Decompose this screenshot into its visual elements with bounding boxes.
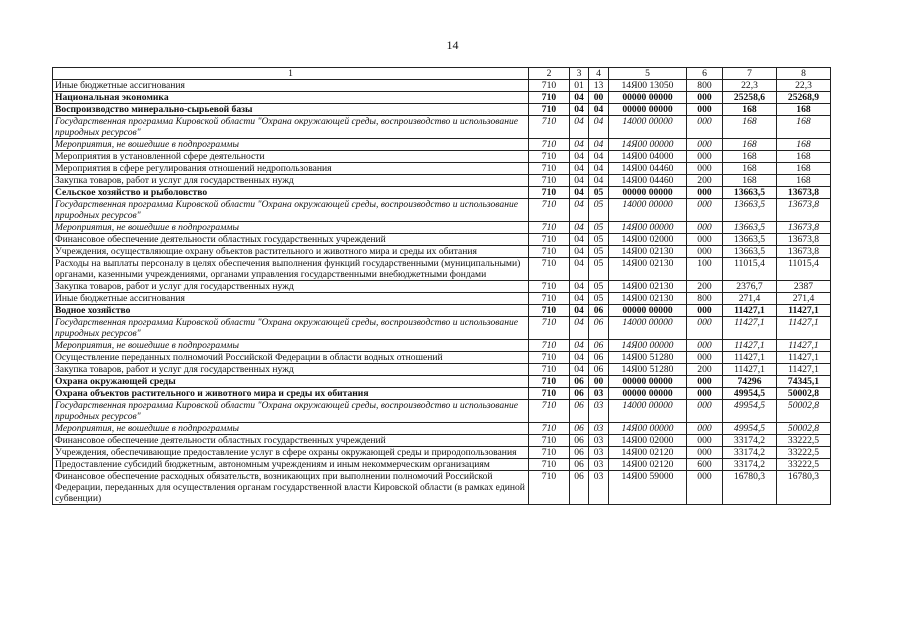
row-name-cell: Финансовое обеспечение деятельности областных государственных учреждений	[53, 234, 529, 246]
amount-year1-cell: 25258,6	[723, 92, 777, 104]
section-code-cell: 04	[570, 222, 589, 234]
subsection-code-cell: 03	[589, 423, 609, 435]
table-row	[53, 222, 831, 234]
subsection-code-cell: 03	[589, 459, 609, 471]
expense-type-cell: 000	[687, 447, 723, 459]
amount-year2-cell: 168	[777, 116, 831, 139]
row-name-cell: Учреждения, обеспечивающие предоставление услуг в сфере охраны окружающей среды и природопользования	[53, 447, 529, 459]
ministry-code-cell: 710	[529, 199, 570, 222]
amount-year1-cell: 11427,1	[723, 364, 777, 376]
amount-year2-cell: 16780,3	[777, 471, 831, 505]
row-name-cell: Охрана окружающей среды	[53, 376, 529, 388]
table-row	[53, 376, 831, 388]
target-article-cell: 14Я00 02130	[609, 246, 687, 258]
row-name-cell: Охрана объектов растительного и животного мира и среды их обитания	[53, 388, 529, 400]
amount-year1-cell: 33174,2	[723, 459, 777, 471]
expense-type-cell: 000	[687, 305, 723, 317]
amount-year1-cell: 271,4	[723, 293, 777, 305]
section-code-cell: 06	[570, 471, 589, 505]
amount-year1-cell: 168	[723, 175, 777, 187]
amount-year1-cell: 11427,1	[723, 317, 777, 340]
section-code-cell: 04	[570, 234, 589, 246]
row-name-cell: Государственная программа Кировской области "Охрана окружающей среды, воспроизводство и использование природных ресурсов"	[53, 317, 529, 340]
page-number: 14	[446, 38, 459, 52]
amount-year1-cell: 168	[723, 163, 777, 175]
ministry-code-cell: 710	[529, 388, 570, 400]
expense-type-cell: 800	[687, 293, 723, 305]
expense-type-cell: 000	[687, 199, 723, 222]
subsection-code-cell: 06	[589, 352, 609, 364]
column-header: 5	[609, 68, 687, 80]
amount-year2-cell: 33222,5	[777, 459, 831, 471]
amount-year1-cell: 49954,5	[723, 423, 777, 435]
section-code-cell: 04	[570, 293, 589, 305]
subsection-code-cell: 03	[589, 447, 609, 459]
table-row	[53, 340, 831, 352]
section-code-cell: 04	[570, 151, 589, 163]
table-header-row	[53, 68, 831, 80]
table-row	[53, 293, 831, 305]
amount-year1-cell: 2376,7	[723, 281, 777, 293]
section-code-cell: 04	[570, 92, 589, 104]
subsection-code-cell: 06	[589, 305, 609, 317]
expense-type-cell: 000	[687, 151, 723, 163]
column-header: 4	[589, 68, 609, 80]
amount-year2-cell: 13673,8	[777, 199, 831, 222]
amount-year1-cell: 11015,4	[723, 258, 777, 281]
expense-type-cell: 800	[687, 80, 723, 92]
ministry-code-cell: 710	[529, 163, 570, 175]
amount-year1-cell: 13663,5	[723, 246, 777, 258]
table-row	[53, 281, 831, 293]
table-row	[53, 471, 831, 505]
amount-year2-cell: 271,4	[777, 293, 831, 305]
amount-year1-cell: 22,3	[723, 80, 777, 92]
subsection-code-cell: 04	[589, 163, 609, 175]
target-article-cell: 14Я00 04460	[609, 175, 687, 187]
ministry-code-cell: 710	[529, 459, 570, 471]
table-row	[53, 234, 831, 246]
amount-year1-cell: 168	[723, 116, 777, 139]
target-article-cell: 14Я00 51280	[609, 364, 687, 376]
target-article-cell: 14Я00 00000	[609, 340, 687, 352]
table-row	[53, 199, 831, 222]
ministry-code-cell: 710	[529, 317, 570, 340]
section-code-cell: 04	[570, 187, 589, 199]
subsection-code-cell: 03	[589, 435, 609, 447]
table-row	[53, 92, 831, 104]
amount-year2-cell: 50002,8	[777, 388, 831, 400]
subsection-code-cell: 03	[589, 471, 609, 505]
row-name-cell: Государственная программа Кировской области "Охрана окружающей среды, воспроизводство и использование природных ресурсов"	[53, 199, 529, 222]
amount-year1-cell: 16780,3	[723, 471, 777, 505]
ministry-code-cell: 710	[529, 175, 570, 187]
section-code-cell: 04	[570, 139, 589, 151]
table-row	[53, 80, 831, 92]
ministry-code-cell: 710	[529, 376, 570, 388]
subsection-code-cell: 04	[589, 104, 609, 116]
subsection-code-cell: 05	[589, 293, 609, 305]
amount-year2-cell: 168	[777, 163, 831, 175]
ministry-code-cell: 710	[529, 104, 570, 116]
expense-type-cell: 000	[687, 139, 723, 151]
target-article-cell: 14Я00 13050	[609, 80, 687, 92]
section-code-cell: 04	[570, 317, 589, 340]
section-code-cell: 04	[570, 340, 589, 352]
column-header: 6	[687, 68, 723, 80]
table-row	[53, 139, 831, 151]
expense-type-cell: 000	[687, 400, 723, 423]
section-code-cell: 04	[570, 175, 589, 187]
target-article-cell: 14Я00 51280	[609, 352, 687, 364]
target-article-cell: 14Я00 00000	[609, 139, 687, 151]
amount-year1-cell: 13663,5	[723, 222, 777, 234]
target-article-cell: 14Я00 02130	[609, 258, 687, 281]
section-code-cell: 04	[570, 199, 589, 222]
amount-year2-cell: 13673,8	[777, 222, 831, 234]
section-code-cell: 01	[570, 80, 589, 92]
amount-year1-cell: 13663,5	[723, 199, 777, 222]
amount-year1-cell: 13663,5	[723, 234, 777, 246]
subsection-code-cell: 13	[589, 80, 609, 92]
row-name-cell: Финансовое обеспечение деятельности областных государственных учреждений	[53, 435, 529, 447]
row-name-cell: Закупка товаров, работ и услуг для государственных нужд	[53, 281, 529, 293]
amount-year2-cell: 168	[777, 175, 831, 187]
column-header: 1	[53, 68, 529, 80]
amount-year1-cell: 33174,2	[723, 447, 777, 459]
amount-year1-cell: 11427,1	[723, 340, 777, 352]
subsection-code-cell: 05	[589, 281, 609, 293]
expense-type-cell: 000	[687, 222, 723, 234]
row-name-cell: Иные бюджетные ассигнования	[53, 293, 529, 305]
subsection-code-cell: 00	[589, 92, 609, 104]
target-article-cell: 00000 00000	[609, 388, 687, 400]
table-row	[53, 305, 831, 317]
column-header: 3	[570, 68, 589, 80]
table-row	[53, 364, 831, 376]
table-row	[53, 400, 831, 423]
subsection-code-cell: 05	[589, 246, 609, 258]
row-name-cell: Водное хозяйство	[53, 305, 529, 317]
table-row	[53, 151, 831, 163]
table-row	[53, 352, 831, 364]
subsection-code-cell: 05	[589, 234, 609, 246]
amount-year2-cell: 2387	[777, 281, 831, 293]
target-article-cell: 00000 00000	[609, 376, 687, 388]
target-article-cell: 14Я00 02000	[609, 435, 687, 447]
ministry-code-cell: 710	[529, 400, 570, 423]
subsection-code-cell: 06	[589, 317, 609, 340]
subsection-code-cell: 05	[589, 222, 609, 234]
ministry-code-cell: 710	[529, 471, 570, 505]
ministry-code-cell: 710	[529, 435, 570, 447]
ministry-code-cell: 710	[529, 447, 570, 459]
row-name-cell: Мероприятия, не вошедшие в подпрограммы	[53, 139, 529, 151]
ministry-code-cell: 710	[529, 246, 570, 258]
row-name-cell: Предоставление субсидий бюджетным, автономным учреждениям и иным некоммерческим организациям	[53, 459, 529, 471]
row-name-cell: Расходы на выплаты персоналу в целях обеспечения выполнения функций государственными (муниципальными) органами, казенными учреждениями, органами управления государственными внебюджетными фондами	[53, 258, 529, 281]
amount-year1-cell: 168	[723, 139, 777, 151]
table-row	[53, 423, 831, 435]
table-row	[53, 187, 831, 199]
row-name-cell: Сельское хозяйство и рыболовство	[53, 187, 529, 199]
ministry-code-cell: 710	[529, 305, 570, 317]
target-article-cell: 14Я00 04460	[609, 163, 687, 175]
row-name-cell: Осуществление переданных полномочий Российской Федерации в области водных отношений	[53, 352, 529, 364]
ministry-code-cell: 710	[529, 281, 570, 293]
row-name-cell: Мероприятия, не вошедшие в подпрограммы	[53, 222, 529, 234]
amount-year1-cell: 13663,5	[723, 187, 777, 199]
amount-year2-cell: 50002,8	[777, 423, 831, 435]
amount-year2-cell: 25268,9	[777, 92, 831, 104]
subsection-code-cell: 05	[589, 187, 609, 199]
expense-type-cell: 000	[687, 116, 723, 139]
table-row	[53, 104, 831, 116]
target-article-cell: 14Я00 59000	[609, 471, 687, 505]
ministry-code-cell: 710	[529, 80, 570, 92]
table-row	[53, 447, 831, 459]
row-name-cell: Мероприятия, не вошедшие в подпрограммы	[53, 423, 529, 435]
amount-year2-cell: 33222,5	[777, 447, 831, 459]
amount-year2-cell: 11015,4	[777, 258, 831, 281]
section-code-cell: 06	[570, 459, 589, 471]
row-name-cell: Государственная программа Кировской области "Охрана окружающей среды, воспроизводство и использование природных ресурсов"	[53, 400, 529, 423]
table-row	[53, 317, 831, 340]
amount-year1-cell: 74296	[723, 376, 777, 388]
target-article-cell: 14000 00000	[609, 400, 687, 423]
table-row	[53, 246, 831, 258]
amount-year2-cell: 74345,1	[777, 376, 831, 388]
table-row	[53, 388, 831, 400]
subsection-code-cell: 05	[589, 258, 609, 281]
subsection-code-cell: 05	[589, 199, 609, 222]
budget-table	[52, 67, 831, 505]
amount-year2-cell: 13673,8	[777, 187, 831, 199]
section-code-cell: 04	[570, 104, 589, 116]
target-article-cell: 14Я00 00000	[609, 222, 687, 234]
section-code-cell: 06	[570, 388, 589, 400]
section-code-cell: 04	[570, 163, 589, 175]
target-article-cell: 14000 00000	[609, 317, 687, 340]
expense-type-cell: 000	[687, 163, 723, 175]
ministry-code-cell: 710	[529, 352, 570, 364]
section-code-cell: 04	[570, 246, 589, 258]
expense-type-cell: 200	[687, 175, 723, 187]
section-code-cell: 04	[570, 364, 589, 376]
section-code-cell: 04	[570, 116, 589, 139]
expense-type-cell: 100	[687, 258, 723, 281]
expense-type-cell: 000	[687, 435, 723, 447]
expense-type-cell: 000	[687, 376, 723, 388]
target-article-cell: 14000 00000	[609, 116, 687, 139]
ministry-code-cell: 710	[529, 151, 570, 163]
amount-year1-cell: 33174,2	[723, 435, 777, 447]
section-code-cell: 04	[570, 281, 589, 293]
subsection-code-cell: 06	[589, 340, 609, 352]
row-name-cell: Закупка товаров, работ и услуг для государственных нужд	[53, 364, 529, 376]
amount-year2-cell: 168	[777, 104, 831, 116]
target-article-cell: 14000 00000	[609, 199, 687, 222]
subsection-code-cell: 04	[589, 151, 609, 163]
section-code-cell: 04	[570, 305, 589, 317]
section-code-cell: 04	[570, 258, 589, 281]
row-name-cell: Государственная программа Кировской области "Охрана окружающей среды, воспроизводство и использование природных ресурсов"	[53, 116, 529, 139]
ministry-code-cell: 710	[529, 139, 570, 151]
amount-year2-cell: 22,3	[777, 80, 831, 92]
column-header: 8	[777, 68, 831, 80]
ministry-code-cell: 710	[529, 258, 570, 281]
amount-year1-cell: 168	[723, 151, 777, 163]
amount-year1-cell: 49954,5	[723, 400, 777, 423]
subsection-code-cell: 04	[589, 139, 609, 151]
target-article-cell: 14Я00 02000	[609, 234, 687, 246]
target-article-cell: 14Я00 04000	[609, 151, 687, 163]
target-article-cell: 14Я00 02130	[609, 281, 687, 293]
expense-type-cell: 000	[687, 471, 723, 505]
ministry-code-cell: 710	[529, 234, 570, 246]
amount-year1-cell: 49954,5	[723, 388, 777, 400]
amount-year2-cell: 11427,1	[777, 352, 831, 364]
target-article-cell: 14Я00 02120	[609, 447, 687, 459]
amount-year2-cell: 50002,8	[777, 400, 831, 423]
amount-year2-cell: 13673,8	[777, 234, 831, 246]
target-article-cell: 14Я00 02130	[609, 293, 687, 305]
subsection-code-cell: 04	[589, 175, 609, 187]
subsection-code-cell: 03	[589, 388, 609, 400]
table-row	[53, 258, 831, 281]
amount-year2-cell: 13673,8	[777, 246, 831, 258]
row-name-cell: Финансовое обеспечение расходных обязательств, возникающих при выполнении полномочий Российской Федерации, переданных для осуществления органам государственной власти Кировской области (в рамках единой субвенции)	[53, 471, 529, 505]
column-header: 2	[529, 68, 570, 80]
subsection-code-cell: 03	[589, 400, 609, 423]
table-row	[53, 116, 831, 139]
target-article-cell: 00000 00000	[609, 104, 687, 116]
section-code-cell: 06	[570, 435, 589, 447]
expense-type-cell: 000	[687, 104, 723, 116]
ministry-code-cell: 710	[529, 187, 570, 199]
section-code-cell: 04	[570, 352, 589, 364]
subsection-code-cell: 00	[589, 376, 609, 388]
target-article-cell: 00000 00000	[609, 187, 687, 199]
ministry-code-cell: 710	[529, 364, 570, 376]
ministry-code-cell: 710	[529, 222, 570, 234]
row-name-cell: Мероприятия в сфере регулирования отношений недропользования	[53, 163, 529, 175]
row-name-cell: Мероприятия, не вошедшие в подпрограммы	[53, 340, 529, 352]
expense-type-cell: 000	[687, 234, 723, 246]
row-name-cell: Учреждения, осуществляющие охрану объектов растительного и животного мира и среды их обитания	[53, 246, 529, 258]
expense-type-cell: 200	[687, 281, 723, 293]
expense-type-cell: 000	[687, 340, 723, 352]
amount-year2-cell: 11427,1	[777, 305, 831, 317]
row-name-cell: Иные бюджетные ассигнования	[53, 80, 529, 92]
ministry-code-cell: 710	[529, 423, 570, 435]
expense-type-cell: 000	[687, 352, 723, 364]
target-article-cell: 00000 00000	[609, 92, 687, 104]
expense-type-cell: 000	[687, 317, 723, 340]
table-row	[53, 175, 831, 187]
amount-year1-cell: 11427,1	[723, 352, 777, 364]
subsection-code-cell: 06	[589, 364, 609, 376]
amount-year2-cell: 11427,1	[777, 340, 831, 352]
target-article-cell: 00000 00000	[609, 305, 687, 317]
amount-year2-cell: 33222,5	[777, 435, 831, 447]
target-article-cell: 14Я00 02120	[609, 459, 687, 471]
section-code-cell: 06	[570, 423, 589, 435]
amount-year2-cell: 168	[777, 139, 831, 151]
amount-year1-cell: 11427,1	[723, 305, 777, 317]
table-row	[53, 163, 831, 175]
expense-type-cell: 000	[687, 92, 723, 104]
expense-type-cell: 000	[687, 388, 723, 400]
expense-type-cell: 000	[687, 423, 723, 435]
amount-year2-cell: 11427,1	[777, 317, 831, 340]
row-name-cell: Воспроизводство минерально-сырьевой базы	[53, 104, 529, 116]
amount-year1-cell: 168	[723, 104, 777, 116]
ministry-code-cell: 710	[529, 92, 570, 104]
section-code-cell: 06	[570, 376, 589, 388]
target-article-cell: 14Я00 00000	[609, 423, 687, 435]
subsection-code-cell: 04	[589, 116, 609, 139]
expense-type-cell: 000	[687, 187, 723, 199]
table-row	[53, 435, 831, 447]
amount-year2-cell: 11427,1	[777, 364, 831, 376]
table-row	[53, 459, 831, 471]
row-name-cell: Национальная экономика	[53, 92, 529, 104]
column-header: 7	[723, 68, 777, 80]
row-name-cell: Закупка товаров, работ и услуг для государственных нужд	[53, 175, 529, 187]
expense-type-cell: 200	[687, 364, 723, 376]
amount-year2-cell: 168	[777, 151, 831, 163]
ministry-code-cell: 710	[529, 293, 570, 305]
row-name-cell: Мероприятия в установленной сфере деятельности	[53, 151, 529, 163]
section-code-cell: 06	[570, 400, 589, 423]
section-code-cell: 06	[570, 447, 589, 459]
table-body	[53, 80, 831, 505]
ministry-code-cell: 710	[529, 116, 570, 139]
expense-type-cell: 600	[687, 459, 723, 471]
ministry-code-cell: 710	[529, 340, 570, 352]
expense-type-cell: 000	[687, 246, 723, 258]
